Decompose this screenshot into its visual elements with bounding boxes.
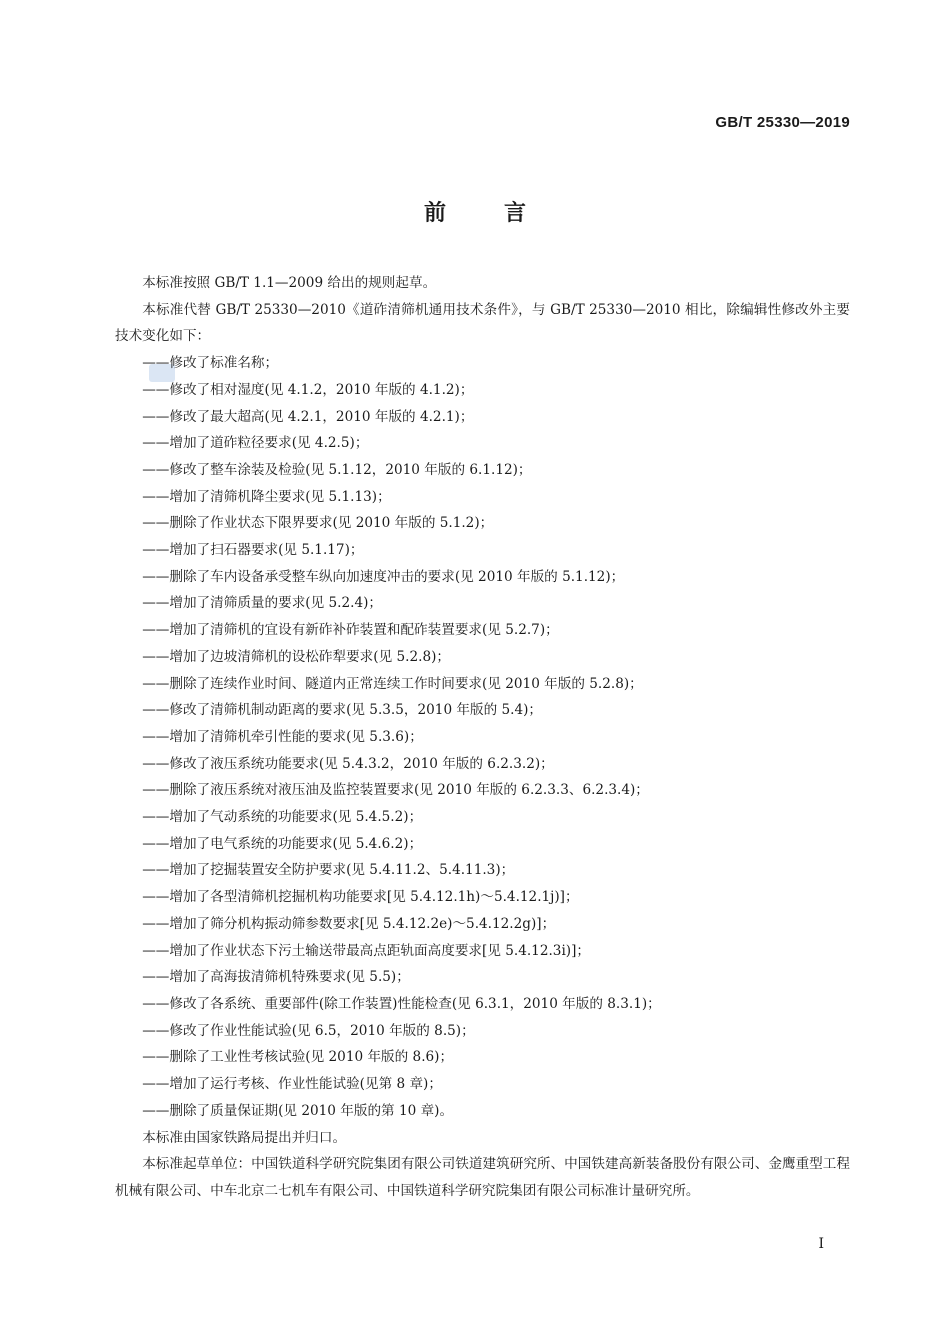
list-item: ——增加了气动系统的功能要求(见 5.4.5.2)；	[142, 809, 423, 826]
list-item: ——修改了液压系统功能要求(见 5.4.3.2，2010 年版的 6.2.3.2)；	[142, 755, 554, 772]
list-item: ——增加了清筛质量的要求(见 5.2.4)；	[142, 595, 383, 612]
list-item: ——修改了相对湿度(见 4.1.2，2010 年版的 4.1.2)；	[142, 381, 474, 398]
list-item: ——删除了车内设备承受整车纵向加速度冲击的要求(见 2010 年版的 5.1.12)；	[142, 568, 625, 585]
change-list	[115, 350, 850, 1124]
list-item: ——修改了标准名称；	[142, 355, 279, 372]
page-number: I	[818, 1236, 824, 1252]
list-item: ——删除了连续作业时间、隧道内正常连续工作时间要求(见 2010 年版的 5.2.8)；	[142, 675, 643, 692]
list-item: ——修改了清筛机制动距离的要求(见 5.3.5，2010 年版的 5.4)；	[142, 702, 543, 719]
list-item: ——增加了清筛机的宜设有新砟补砟装置和配砟装置要求(见 5.2.7)；	[142, 622, 559, 639]
list-item: ——增加了筛分机构振动筛参数要求[见 5.4.12.2e)～5.4.12.2g)]；	[142, 915, 556, 932]
page-title: 前言	[423, 201, 584, 226]
list-item: ——增加了运行考核、作业性能试验(见第 8 章)；	[142, 1076, 442, 1093]
closing-paragraph: 本标准由国家铁路局提出并归口。	[142, 1129, 347, 1146]
list-item: ——增加了扫石器要求(见 5.1.17)；	[142, 542, 364, 559]
list-item: ——增加了道砟粒径要求(见 4.2.5)；	[142, 435, 369, 452]
intro-paragraph: 本标准按照 GB/T 1.1—2009 给出的规则起草。	[142, 275, 437, 291]
intro-paragraph: 本标准代替 GB/T 25330—2010《道砟清筛机通用技术条件》，与 GB/T 25330—2010 相比，除编辑性修改外主要技术变化如下：	[115, 301, 850, 345]
list-item: ——删除了作业状态下限界要求(见 2010 年版的 5.1.2)；	[142, 515, 494, 532]
list-item: ——增加了高海拔清筛机特殊要求(见 5.5)；	[142, 969, 410, 986]
standard-number: GB/T 25330—2019	[715, 114, 850, 131]
list-item: ——修改了各系统、重要部件(除工作装置)性能检查(见 6.3.1，2010 年版的 8.3.1)；	[142, 995, 661, 1012]
list-item: ——删除了工业性考核试验(见 2010 年版的 8.6)；	[142, 1049, 454, 1066]
list-item: ——增加了挖掘装置安全防护要求(见 5.4.11.2、5.4.11.3)；	[142, 862, 515, 879]
list-item: ——增加了各型清筛机挖掘机构功能要求[见 5.4.12.1h)～5.4.12.1j)]；	[142, 889, 579, 906]
list-item: ——修改了作业性能试验(见 6.5，2010 年版的 8.5)；	[142, 1022, 475, 1039]
list-item: ——修改了整车涂装及检验(见 5.1.12，2010 年版的 6.1.12)；	[142, 461, 532, 478]
list-item: ——增加了电气系统的功能要求(见 5.4.6.2)；	[142, 835, 423, 852]
list-item: ——增加了清筛机牵引性能的要求(见 5.3.6)；	[142, 728, 423, 745]
list-item: ——增加了边坡清筛机的设松砟犁要求(见 5.2.8)；	[142, 648, 450, 665]
list-item: ——修改了最大超高(见 4.2.1，2010 年版的 4.2.1)；	[142, 408, 474, 425]
document-body	[115, 270, 850, 1205]
list-item: ——删除了液压系统对液压油及监控装置要求(见 2010 年版的 6.2.3.3、6.2.3.4)；	[142, 782, 649, 799]
list-item: ——增加了清筛机降尘要求(见 5.1.13)；	[142, 488, 391, 505]
list-item: ——删除了质量保证期(见 2010 年版的第 10 章)。	[142, 1102, 454, 1119]
drafting-units-paragraph: 本标准起草单位：中国铁道科学研究院集团有限公司铁道建筑研究所、中国铁建高新装备股份有限公司、金鹰重型工程机械有限公司、中车北京二七机车有限公司、中国铁道科学研究院集团有限公司标准计量研究所。	[115, 1156, 850, 1199]
list-item: ——增加了作业状态下污土输送带最高点距轨面高度要求[见 5.4.12.3i)]；	[142, 942, 591, 959]
